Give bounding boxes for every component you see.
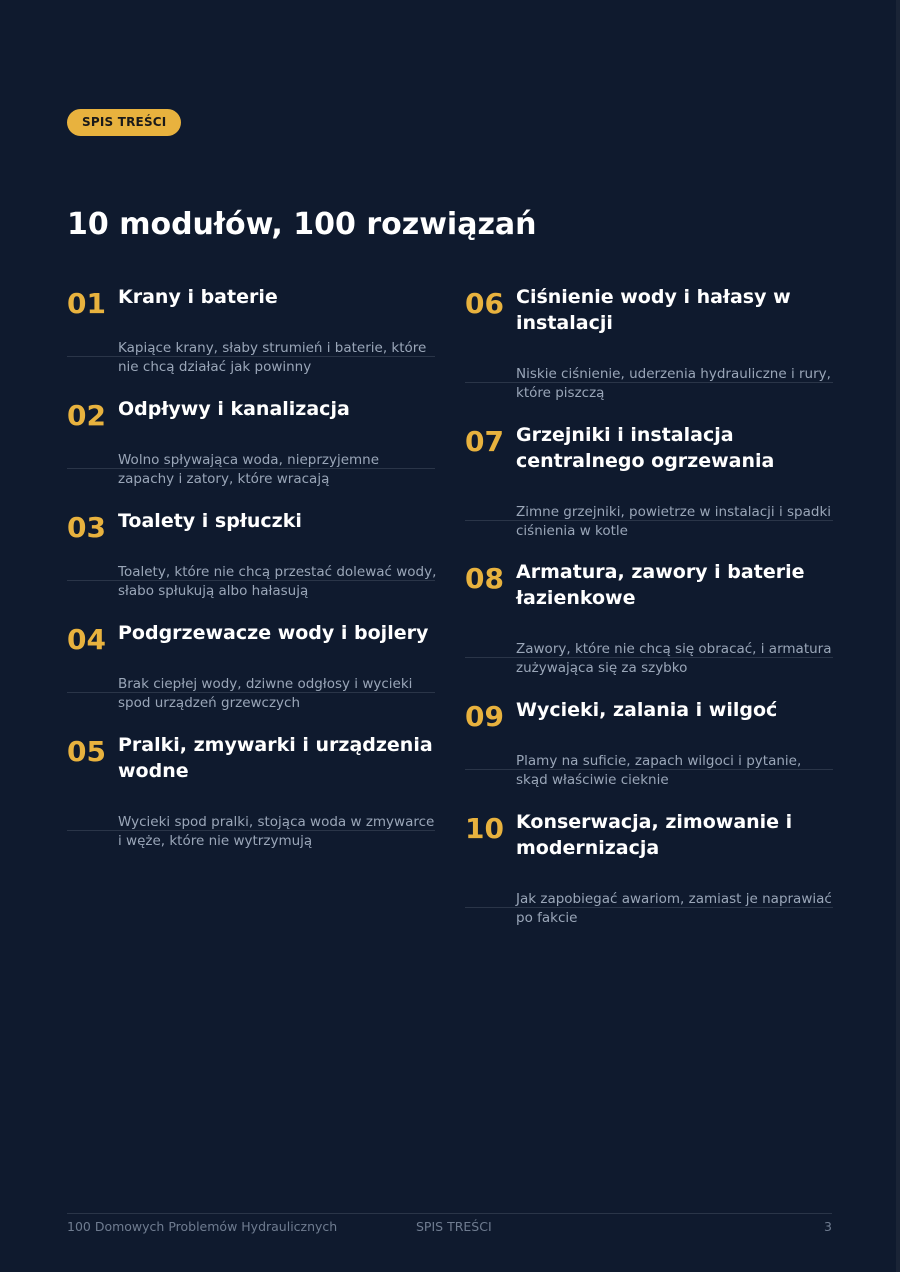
section-badge: SPIS TREŚCI: [67, 109, 181, 136]
toc-description: Kapiące krany, słaby strumień i baterie, które nie chcą działać jak powinny: [118, 340, 427, 375]
toc-number: 03: [67, 511, 106, 544]
page-title: 10 modułów, 100 rozwiązań: [67, 207, 537, 242]
toc-description: Zimne grzejniki, powietrze w instalacji i spadki ciśnienia w kotle: [516, 504, 832, 539]
toc-number: 07: [465, 425, 504, 458]
toc-number: 05: [67, 735, 106, 768]
toc-divider: [465, 769, 833, 770]
toc-item-02[interactable]: [67, 396, 435, 487]
toc-item-08[interactable]: [465, 559, 833, 676]
toc-title: Grzejniki i instalacja centralnego ogrzewania: [516, 424, 775, 472]
toc-number: 02: [67, 399, 106, 432]
toc-divider: [67, 468, 435, 469]
page-edge: [896, 0, 900, 1272]
toc-number: 06: [465, 287, 504, 320]
toc-number: 01: [67, 287, 106, 320]
toc-title: Toalety i spłuczki: [118, 510, 302, 532]
toc-title: Odpływy i kanalizacja: [118, 398, 350, 420]
toc-title: Krany i baterie: [118, 286, 278, 308]
toc-divider: [465, 907, 833, 908]
toc-divider: [67, 830, 435, 831]
footer-section-name: SPIS TREŚCI: [416, 1219, 492, 1234]
toc-description: Toalety, które nie chcą przestać dolewać wody, słabo spłukują albo hałasują: [118, 564, 437, 599]
toc-item-07[interactable]: [465, 422, 833, 539]
toc-description: Brak ciepłej wody, dziwne odgłosy i wycieki spod urządzeń grzewczych: [118, 676, 413, 711]
toc-item-09[interactable]: [465, 697, 833, 788]
footer-divider: [67, 1213, 832, 1214]
toc-divider: [67, 356, 435, 357]
toc-item-06[interactable]: [465, 284, 833, 401]
toc-title: Ciśnienie wody i hałasy w instalacji: [516, 286, 791, 334]
toc-item-04[interactable]: [67, 620, 435, 711]
toc-description: Niskie ciśnienie, uderzenia hydrauliczne i rury, które piszczą: [516, 366, 831, 401]
page-number: 3: [824, 1219, 832, 1234]
toc-title: Konserwacja, zimowanie i modernizacja: [516, 811, 793, 859]
toc-item-10[interactable]: [465, 809, 833, 926]
toc-number: 08: [465, 562, 504, 595]
toc-divider: [465, 520, 833, 521]
toc-item-05[interactable]: [67, 732, 435, 849]
toc-divider: [67, 692, 435, 693]
toc-description: Jak zapobiegać awariom, zamiast je naprawiać po fakcie: [516, 891, 832, 926]
toc-title: Armatura, zawory i baterie łazienkowe: [516, 561, 805, 609]
toc-divider: [67, 580, 435, 581]
toc-divider: [465, 382, 833, 383]
toc-title: Pralki, zmywarki i urządzenia wodne: [118, 734, 433, 782]
toc-description: Wycieki spod pralki, stojąca woda w zmywarce i węże, które nie wytrzymują: [118, 814, 435, 849]
toc-number: 10: [465, 812, 504, 845]
toc-number: 04: [67, 623, 106, 656]
toc-description: Wolno spływająca woda, nieprzyjemne zapachy i zatory, które wracają: [118, 452, 380, 487]
toc-title: Podgrzewacze wody i bojlery: [118, 622, 429, 644]
toc-number: 09: [465, 700, 504, 733]
toc-description: Plamy na suficie, zapach wilgoci i pytanie, skąd właściwie cieknie: [516, 753, 802, 788]
toc-item-01[interactable]: [67, 284, 435, 375]
toc-item-03[interactable]: [67, 508, 437, 599]
toc-description: Zawory, które nie chcą się obracać, i armatura zużywająca się za szybko: [516, 641, 832, 676]
footer-book-title: 100 Domowych Problemów Hydraulicznych: [67, 1219, 338, 1234]
toc-title: Wycieki, zalania i wilgoć: [516, 699, 778, 721]
toc-divider: [465, 657, 833, 658]
